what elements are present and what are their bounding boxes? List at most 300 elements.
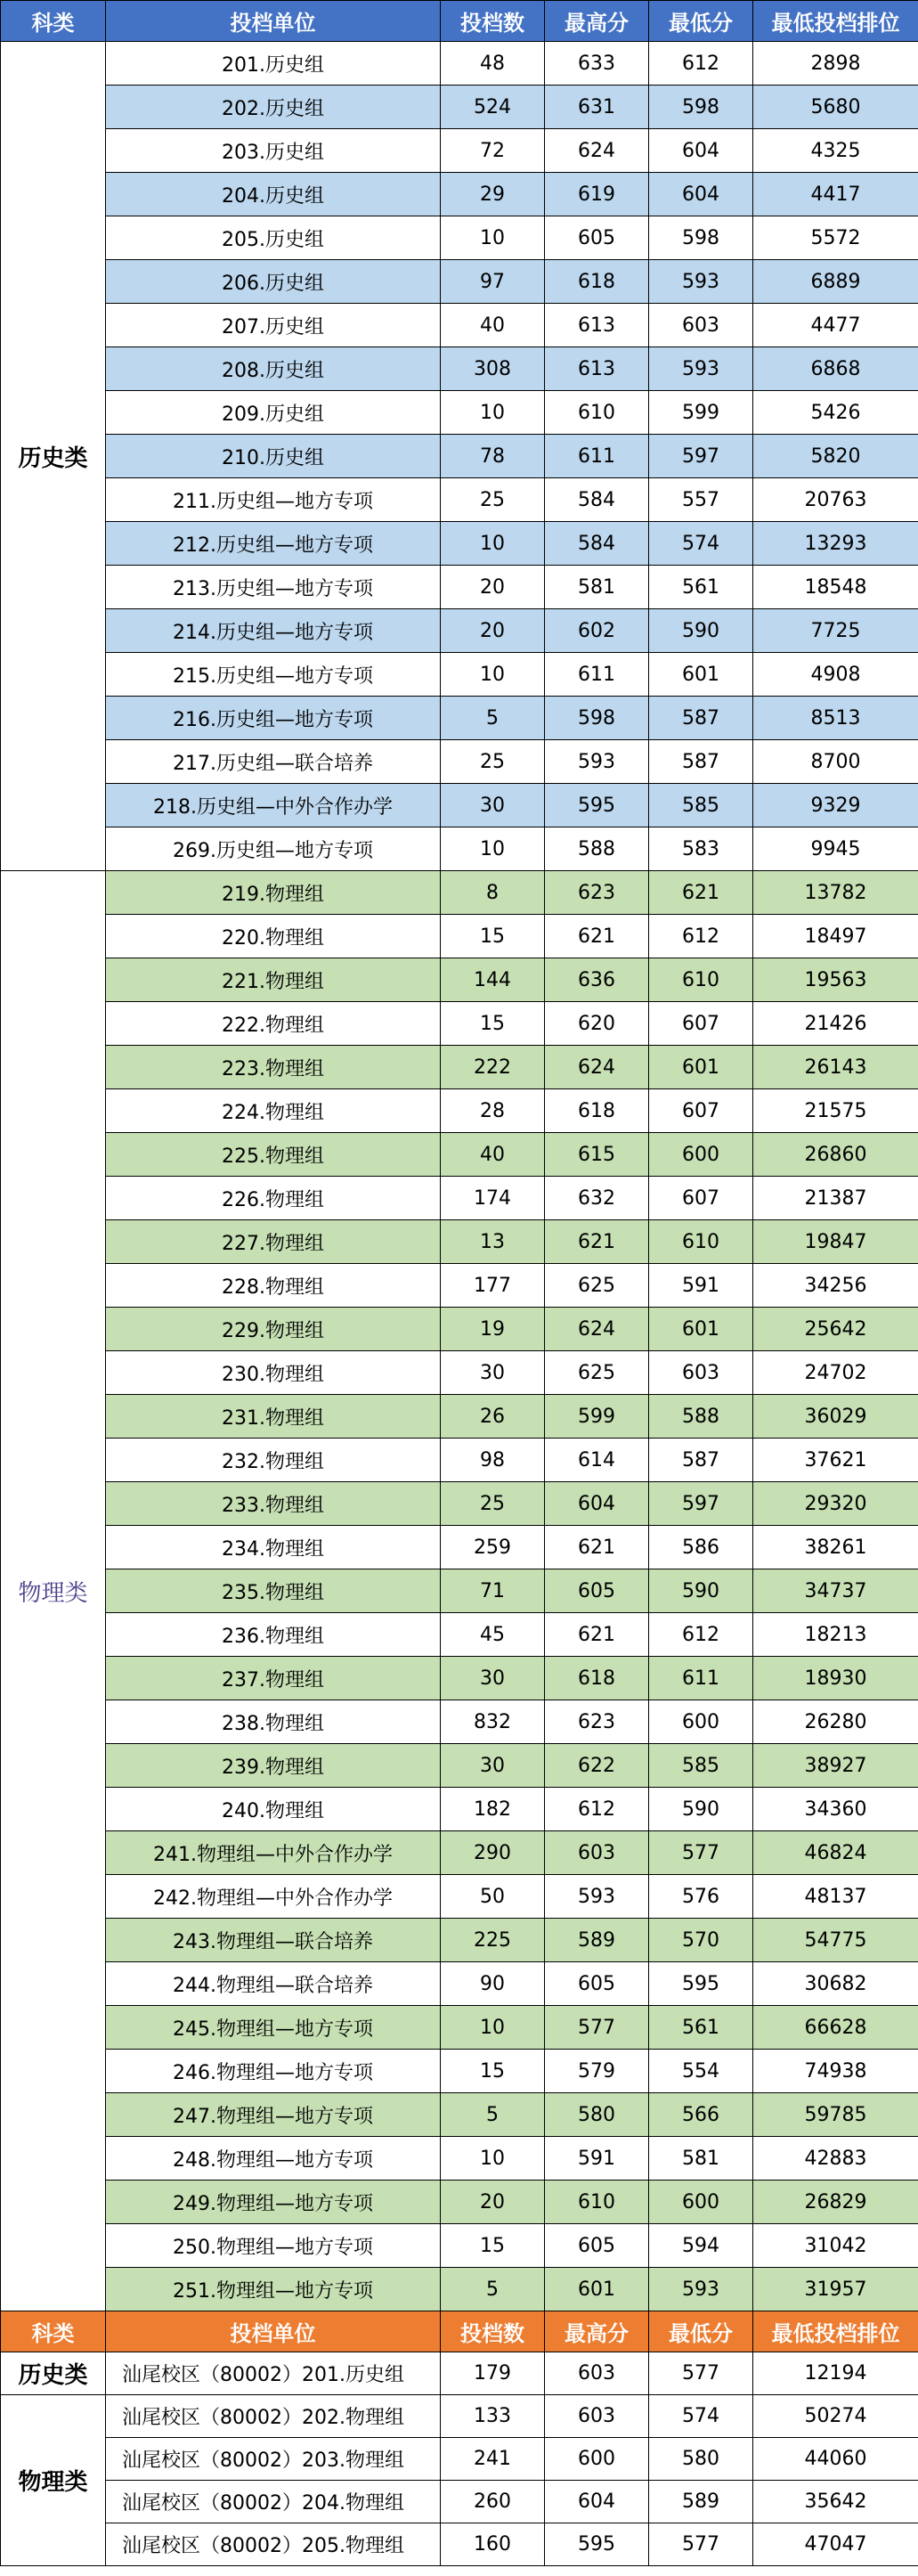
min-score-cell: 588 <box>649 1395 753 1439</box>
max-score-cell: 621 <box>545 1220 649 1264</box>
min-rank-cell: 30682 <box>753 1962 918 2006</box>
max-score-cell: 611 <box>545 435 649 478</box>
min-rank-cell: 26280 <box>753 1700 918 1744</box>
max-score-cell: 632 <box>545 1177 649 1220</box>
min-rank-cell: 26829 <box>753 2181 918 2224</box>
min-score-cell: 585 <box>649 784 753 827</box>
unit-cell: 232.物理组 <box>106 1439 441 1482</box>
count-cell: 179 <box>441 2352 545 2395</box>
max-score-cell: 604 <box>545 2481 649 2523</box>
max-score-cell: 584 <box>545 478 649 522</box>
min-rank-cell: 18497 <box>753 915 918 958</box>
unit-cell: 208.历史组 <box>106 347 441 391</box>
table-row <box>1 2352 918 2395</box>
min-score-cell: 593 <box>649 260 753 304</box>
table-row <box>1 86 918 129</box>
table-row <box>1 1831 918 1875</box>
unit-cell: 236.物理组 <box>106 1613 441 1657</box>
header-min: 最低分 <box>649 1 753 42</box>
max-score-cell: 605 <box>545 2224 649 2268</box>
table-row <box>1 1133 918 1177</box>
table-header <box>1 1 918 42</box>
unit-cell: 202.历史组 <box>106 86 441 129</box>
unit-cell: 221.物理组 <box>106 958 441 1002</box>
min-rank-cell: 21426 <box>753 1002 918 1046</box>
min-score-cell: 585 <box>649 1744 753 1788</box>
min-score-cell: 574 <box>649 2395 753 2438</box>
min-rank-cell: 4325 <box>753 129 918 173</box>
max-score-cell: 618 <box>545 1089 649 1133</box>
min-score-cell: 587 <box>649 697 753 740</box>
unit-cell: 234.物理组 <box>106 1526 441 1569</box>
table-row <box>1 566 918 609</box>
unit-cell: 216.历史组—地方专项 <box>106 697 441 740</box>
count-cell: 260 <box>441 2481 545 2523</box>
max-score-cell: 618 <box>545 1657 649 1700</box>
min-rank-cell: 4417 <box>753 173 918 216</box>
max-score-cell: 624 <box>545 1046 649 1089</box>
count-cell: 524 <box>441 86 545 129</box>
table-row <box>1 2137 918 2181</box>
table-row <box>1 435 918 478</box>
min-score-cell: 597 <box>649 435 753 478</box>
min-rank-cell: 46824 <box>753 1831 918 1875</box>
max-score-cell: 599 <box>545 1395 649 1439</box>
count-cell: 30 <box>441 1657 545 1700</box>
unit-cell: 243.物理组—联合培养 <box>106 1919 441 1962</box>
max-score-cell: 580 <box>545 2093 649 2137</box>
count-cell: 10 <box>441 391 545 435</box>
table-row <box>1 1962 918 2006</box>
max-score-cell: 624 <box>545 1308 649 1351</box>
max-score-cell: 595 <box>545 2523 649 2566</box>
table-row <box>1 173 918 216</box>
table-row <box>1 871 918 915</box>
max-score-cell: 611 <box>545 653 649 697</box>
max-score-cell: 624 <box>545 129 649 173</box>
unit-cell: 244.物理组—联合培养 <box>106 1962 441 2006</box>
count-cell: 144 <box>441 958 545 1002</box>
max-score-cell: 593 <box>545 740 649 784</box>
min-rank-cell: 50274 <box>753 2395 918 2438</box>
min-rank-cell: 29320 <box>753 1482 918 1526</box>
table-row <box>1 1613 918 1657</box>
min-score-cell: 576 <box>649 1875 753 1919</box>
min-rank-cell: 8513 <box>753 697 918 740</box>
max-score-cell: 622 <box>545 1744 649 1788</box>
min-rank-cell: 18548 <box>753 566 918 609</box>
min-score-cell: 577 <box>649 1831 753 1875</box>
min-rank-cell: 20763 <box>753 478 918 522</box>
min-rank-cell: 38261 <box>753 1526 918 1569</box>
unit-cell: 248.物理组—地方专项 <box>106 2137 441 2181</box>
unit-cell: 227.物理组 <box>106 1220 441 1264</box>
min-rank-cell: 24702 <box>753 1351 918 1395</box>
max-score-cell: 603 <box>545 2395 649 2438</box>
count-cell: 20 <box>441 566 545 609</box>
max-score-cell: 595 <box>545 784 649 827</box>
count-cell: 222 <box>441 1046 545 1089</box>
min-rank-cell: 9329 <box>753 784 918 827</box>
max-score-cell: 621 <box>545 1613 649 1657</box>
table-row <box>1 1089 918 1133</box>
table-row <box>1 740 918 784</box>
min-rank-cell: 26860 <box>753 1133 918 1177</box>
count-cell: 45 <box>441 1613 545 1657</box>
count-cell: 10 <box>441 653 545 697</box>
count-cell: 25 <box>441 1482 545 1526</box>
count-cell: 10 <box>441 827 545 871</box>
min-rank-cell: 4477 <box>753 304 918 347</box>
table-row <box>1 2268 918 2311</box>
max-score-cell: 621 <box>545 1526 649 1569</box>
count-cell: 20 <box>441 2181 545 2224</box>
min-rank-cell: 31957 <box>753 2268 918 2311</box>
min-rank-cell: 18213 <box>753 1613 918 1657</box>
min-rank-cell: 19563 <box>753 958 918 1002</box>
count-cell: 177 <box>441 1264 545 1308</box>
min-score-cell: 607 <box>649 1002 753 1046</box>
max-score-cell: 614 <box>545 1439 649 1482</box>
count-cell: 10 <box>441 216 545 260</box>
count-cell: 259 <box>441 1526 545 1569</box>
min-rank-cell: 34737 <box>753 1569 918 1613</box>
min-score-cell: 580 <box>649 2438 753 2481</box>
count-cell: 19 <box>441 1308 545 1351</box>
table-row <box>1 827 918 871</box>
count-cell: 13 <box>441 1220 545 1264</box>
category-cell: 物理类 <box>1 2395 106 2566</box>
header-unit: 投档单位 <box>106 1 441 42</box>
table-row <box>1 1919 918 1962</box>
table-row <box>1 915 918 958</box>
min-rank-cell: 74938 <box>753 2050 918 2093</box>
count-cell: 40 <box>441 1133 545 1177</box>
table-row <box>1 2181 918 2224</box>
unit-cell: 214.历史组—地方专项 <box>106 609 441 653</box>
table-row <box>1 1395 918 1439</box>
unit-cell: 218.历史组—中外合作办学 <box>106 784 441 827</box>
unit-cell: 245.物理组—地方专项 <box>106 2006 441 2050</box>
table-row <box>1 2006 918 2050</box>
count-cell: 5 <box>441 697 545 740</box>
unit-cell: 汕尾校区（80002）201.历史组 <box>106 2352 441 2395</box>
min-rank-cell: 12194 <box>753 2352 918 2395</box>
table-row <box>1 697 918 740</box>
count-cell: 5 <box>441 2093 545 2137</box>
max-score-cell: 636 <box>545 958 649 1002</box>
min-score-cell: 593 <box>649 2268 753 2311</box>
min-score-cell: 561 <box>649 2006 753 2050</box>
min-score-cell: 611 <box>649 1657 753 1700</box>
max-score-cell: 613 <box>545 304 649 347</box>
count-cell: 290 <box>441 1831 545 1875</box>
unit-cell: 247.物理组—地方专项 <box>106 2093 441 2137</box>
min-score-cell: 598 <box>649 86 753 129</box>
header2-min: 最低分 <box>649 2311 753 2352</box>
min-rank-cell: 36029 <box>753 1395 918 1439</box>
unit-cell: 205.历史组 <box>106 216 441 260</box>
header-category: 科类 <box>1 1 106 42</box>
min-score-cell: 601 <box>649 653 753 697</box>
count-cell: 5 <box>441 2268 545 2311</box>
min-score-cell: 566 <box>649 2093 753 2137</box>
count-cell: 15 <box>441 1002 545 1046</box>
min-rank-cell: 34360 <box>753 1788 918 1831</box>
min-rank-cell: 37621 <box>753 1439 918 1482</box>
min-score-cell: 587 <box>649 740 753 784</box>
max-score-cell: 623 <box>545 871 649 915</box>
max-score-cell: 605 <box>545 1962 649 2006</box>
max-score-cell: 610 <box>545 391 649 435</box>
min-score-cell: 607 <box>649 1089 753 1133</box>
table-row <box>1 2224 918 2268</box>
unit-cell: 217.历史组—联合培养 <box>106 740 441 784</box>
unit-cell: 228.物理组 <box>106 1264 441 1308</box>
max-score-cell: 603 <box>545 1831 649 1875</box>
unit-cell: 211.历史组—地方专项 <box>106 478 441 522</box>
unit-cell: 250.物理组—地方专项 <box>106 2224 441 2268</box>
min-rank-cell: 5680 <box>753 86 918 129</box>
min-score-cell: 621 <box>649 871 753 915</box>
max-score-cell: 625 <box>545 1351 649 1395</box>
table-row <box>1 1700 918 1744</box>
unit-cell: 231.物理组 <box>106 1395 441 1439</box>
max-score-cell: 593 <box>545 1875 649 1919</box>
table-row <box>1 304 918 347</box>
min-score-cell: 604 <box>649 129 753 173</box>
count-cell: 225 <box>441 1919 545 1962</box>
table-row <box>1 2093 918 2137</box>
min-score-cell: 601 <box>649 1046 753 1089</box>
table-row <box>1 1482 918 1526</box>
min-rank-cell: 21575 <box>753 1089 918 1133</box>
unit-cell: 汕尾校区（80002）204.物理组 <box>106 2481 441 2523</box>
count-cell: 25 <box>441 478 545 522</box>
min-rank-cell: 34256 <box>753 1264 918 1308</box>
unit-cell: 206.历史组 <box>106 260 441 304</box>
unit-cell: 汕尾校区（80002）205.物理组 <box>106 2523 441 2566</box>
unit-cell: 239.物理组 <box>106 1744 441 1788</box>
min-score-cell: 590 <box>649 1788 753 1831</box>
min-rank-cell: 13782 <box>753 871 918 915</box>
unit-cell: 224.物理组 <box>106 1089 441 1133</box>
unit-cell: 203.历史组 <box>106 129 441 173</box>
min-score-cell: 590 <box>649 609 753 653</box>
max-score-cell: 631 <box>545 86 649 129</box>
max-score-cell: 620 <box>545 1002 649 1046</box>
count-cell: 10 <box>441 522 545 566</box>
min-score-cell: 570 <box>649 1919 753 1962</box>
count-cell: 97 <box>441 260 545 304</box>
table-row <box>1 347 918 391</box>
unit-cell: 209.历史组 <box>106 391 441 435</box>
count-cell: 182 <box>441 1788 545 1831</box>
unit-cell: 226.物理组 <box>106 1177 441 1220</box>
max-score-cell: 610 <box>545 2181 649 2224</box>
min-rank-cell: 7725 <box>753 609 918 653</box>
max-score-cell: 604 <box>545 1482 649 1526</box>
table-row <box>1 1744 918 1788</box>
table-row <box>1 1439 918 1482</box>
min-score-cell: 593 <box>649 347 753 391</box>
unit-cell: 210.历史组 <box>106 435 441 478</box>
min-score-cell: 603 <box>649 1351 753 1395</box>
header2-max: 最高分 <box>545 2311 649 2352</box>
count-cell: 71 <box>441 1569 545 1613</box>
min-rank-cell: 54775 <box>753 1919 918 1962</box>
table-row <box>1 958 918 1002</box>
table-row <box>1 1569 918 1613</box>
max-score-cell: 602 <box>545 609 649 653</box>
count-cell: 8 <box>441 871 545 915</box>
min-rank-cell: 44060 <box>753 2438 918 2481</box>
header2-category: 科类 <box>1 2311 106 2352</box>
max-score-cell: 579 <box>545 2050 649 2093</box>
count-cell: 40 <box>441 304 545 347</box>
max-score-cell: 581 <box>545 566 649 609</box>
min-score-cell: 587 <box>649 1439 753 1482</box>
min-rank-cell: 35642 <box>753 2481 918 2523</box>
count-cell: 174 <box>441 1177 545 1220</box>
table-row <box>1 1264 918 1308</box>
table-row <box>1 478 918 522</box>
max-score-cell: 591 <box>545 2137 649 2181</box>
table-row <box>1 1351 918 1395</box>
max-score-cell: 603 <box>545 2352 649 2395</box>
min-rank-cell: 8700 <box>753 740 918 784</box>
min-score-cell: 610 <box>649 1220 753 1264</box>
max-score-cell: 605 <box>545 1569 649 1613</box>
table-row <box>1 609 918 653</box>
table-row <box>1 129 918 173</box>
unit-cell: 汕尾校区（80002）203.物理组 <box>106 2438 441 2481</box>
min-score-cell: 610 <box>649 958 753 1002</box>
min-score-cell: 612 <box>649 915 753 958</box>
min-score-cell: 590 <box>649 1569 753 1613</box>
table-row <box>1 2438 918 2481</box>
count-cell: 98 <box>441 1439 545 1482</box>
header2-rank: 最低投档排位 <box>753 2311 918 2352</box>
min-score-cell: 561 <box>649 566 753 609</box>
count-cell: 10 <box>441 2137 545 2181</box>
table-row <box>1 1788 918 1831</box>
count-cell: 10 <box>441 2006 545 2050</box>
count-cell: 78 <box>441 435 545 478</box>
min-score-cell: 597 <box>649 1482 753 1526</box>
category-cell: 历史类 <box>1 42 106 871</box>
min-rank-cell: 48137 <box>753 1875 918 1919</box>
table-row <box>1 522 918 566</box>
max-score-cell: 615 <box>545 1133 649 1177</box>
count-cell: 241 <box>441 2438 545 2481</box>
max-score-cell: 613 <box>545 347 649 391</box>
unit-cell: 235.物理组 <box>106 1569 441 1613</box>
min-rank-cell: 31042 <box>753 2224 918 2268</box>
count-cell: 308 <box>441 347 545 391</box>
min-rank-cell: 5820 <box>753 435 918 478</box>
count-cell: 160 <box>441 2523 545 2566</box>
min-score-cell: 607 <box>649 1177 753 1220</box>
min-score-cell: 600 <box>649 2181 753 2224</box>
max-score-cell: 618 <box>545 260 649 304</box>
max-score-cell: 612 <box>545 1788 649 1831</box>
min-score-cell: 583 <box>649 827 753 871</box>
unit-cell: 269.历史组—地方专项 <box>106 827 441 871</box>
unit-cell: 222.物理组 <box>106 1002 441 1046</box>
unit-cell: 225.物理组 <box>106 1133 441 1177</box>
min-score-cell: 577 <box>649 2352 753 2395</box>
max-score-cell: 588 <box>545 827 649 871</box>
table-row <box>1 260 918 304</box>
max-score-cell: 584 <box>545 522 649 566</box>
count-cell: 15 <box>441 2224 545 2268</box>
min-score-cell: 554 <box>649 2050 753 2093</box>
min-rank-cell: 9945 <box>753 827 918 871</box>
count-cell: 90 <box>441 1962 545 2006</box>
table-row <box>1 1308 918 1351</box>
count-cell: 30 <box>441 1351 545 1395</box>
unit-cell: 241.物理组—中外合作办学 <box>106 1831 441 1875</box>
count-cell: 26 <box>441 1395 545 1439</box>
count-cell: 50 <box>441 1875 545 1919</box>
unit-cell: 212.历史组—地方专项 <box>106 522 441 566</box>
min-rank-cell: 18930 <box>753 1657 918 1700</box>
unit-cell: 246.物理组—地方专项 <box>106 2050 441 2093</box>
unit-cell: 219.物理组 <box>106 871 441 915</box>
table-row <box>1 2481 918 2523</box>
min-score-cell: 598 <box>649 216 753 260</box>
min-rank-cell: 26143 <box>753 1046 918 1089</box>
table-row <box>1 2395 918 2438</box>
min-score-cell: 600 <box>649 1700 753 1744</box>
unit-cell: 249.物理组—地方专项 <box>106 2181 441 2224</box>
max-score-cell: 633 <box>545 42 649 86</box>
min-rank-cell: 6868 <box>753 347 918 391</box>
table-row <box>1 1046 918 1089</box>
table-row <box>1 391 918 435</box>
min-score-cell: 557 <box>649 478 753 522</box>
table-row <box>1 1177 918 1220</box>
header-max: 最高分 <box>545 1 649 42</box>
min-rank-cell: 38927 <box>753 1744 918 1788</box>
table-row <box>1 1657 918 1700</box>
header2-count: 投档数 <box>441 2311 545 2352</box>
category-cell: 历史类 <box>1 2352 106 2395</box>
min-score-cell: 594 <box>649 2224 753 2268</box>
max-score-cell: 601 <box>545 2268 649 2311</box>
unit-cell: 242.物理组—中外合作办学 <box>106 1875 441 1919</box>
min-rank-cell: 5572 <box>753 216 918 260</box>
table-row <box>1 653 918 697</box>
count-cell: 20 <box>441 609 545 653</box>
min-score-cell: 586 <box>649 1526 753 1569</box>
unit-cell: 240.物理组 <box>106 1788 441 1831</box>
max-score-cell: 589 <box>545 1919 649 1962</box>
min-score-cell: 595 <box>649 1962 753 2006</box>
table-row <box>1 216 918 260</box>
count-cell: 30 <box>441 784 545 827</box>
min-score-cell: 603 <box>649 304 753 347</box>
count-cell: 28 <box>441 1089 545 1133</box>
min-rank-cell: 66628 <box>753 2006 918 2050</box>
min-rank-cell: 13293 <box>753 522 918 566</box>
min-rank-cell: 6889 <box>753 260 918 304</box>
unit-cell: 207.历史组 <box>106 304 441 347</box>
min-score-cell: 612 <box>649 1613 753 1657</box>
max-score-cell: 625 <box>545 1264 649 1308</box>
unit-cell: 229.物理组 <box>106 1308 441 1351</box>
